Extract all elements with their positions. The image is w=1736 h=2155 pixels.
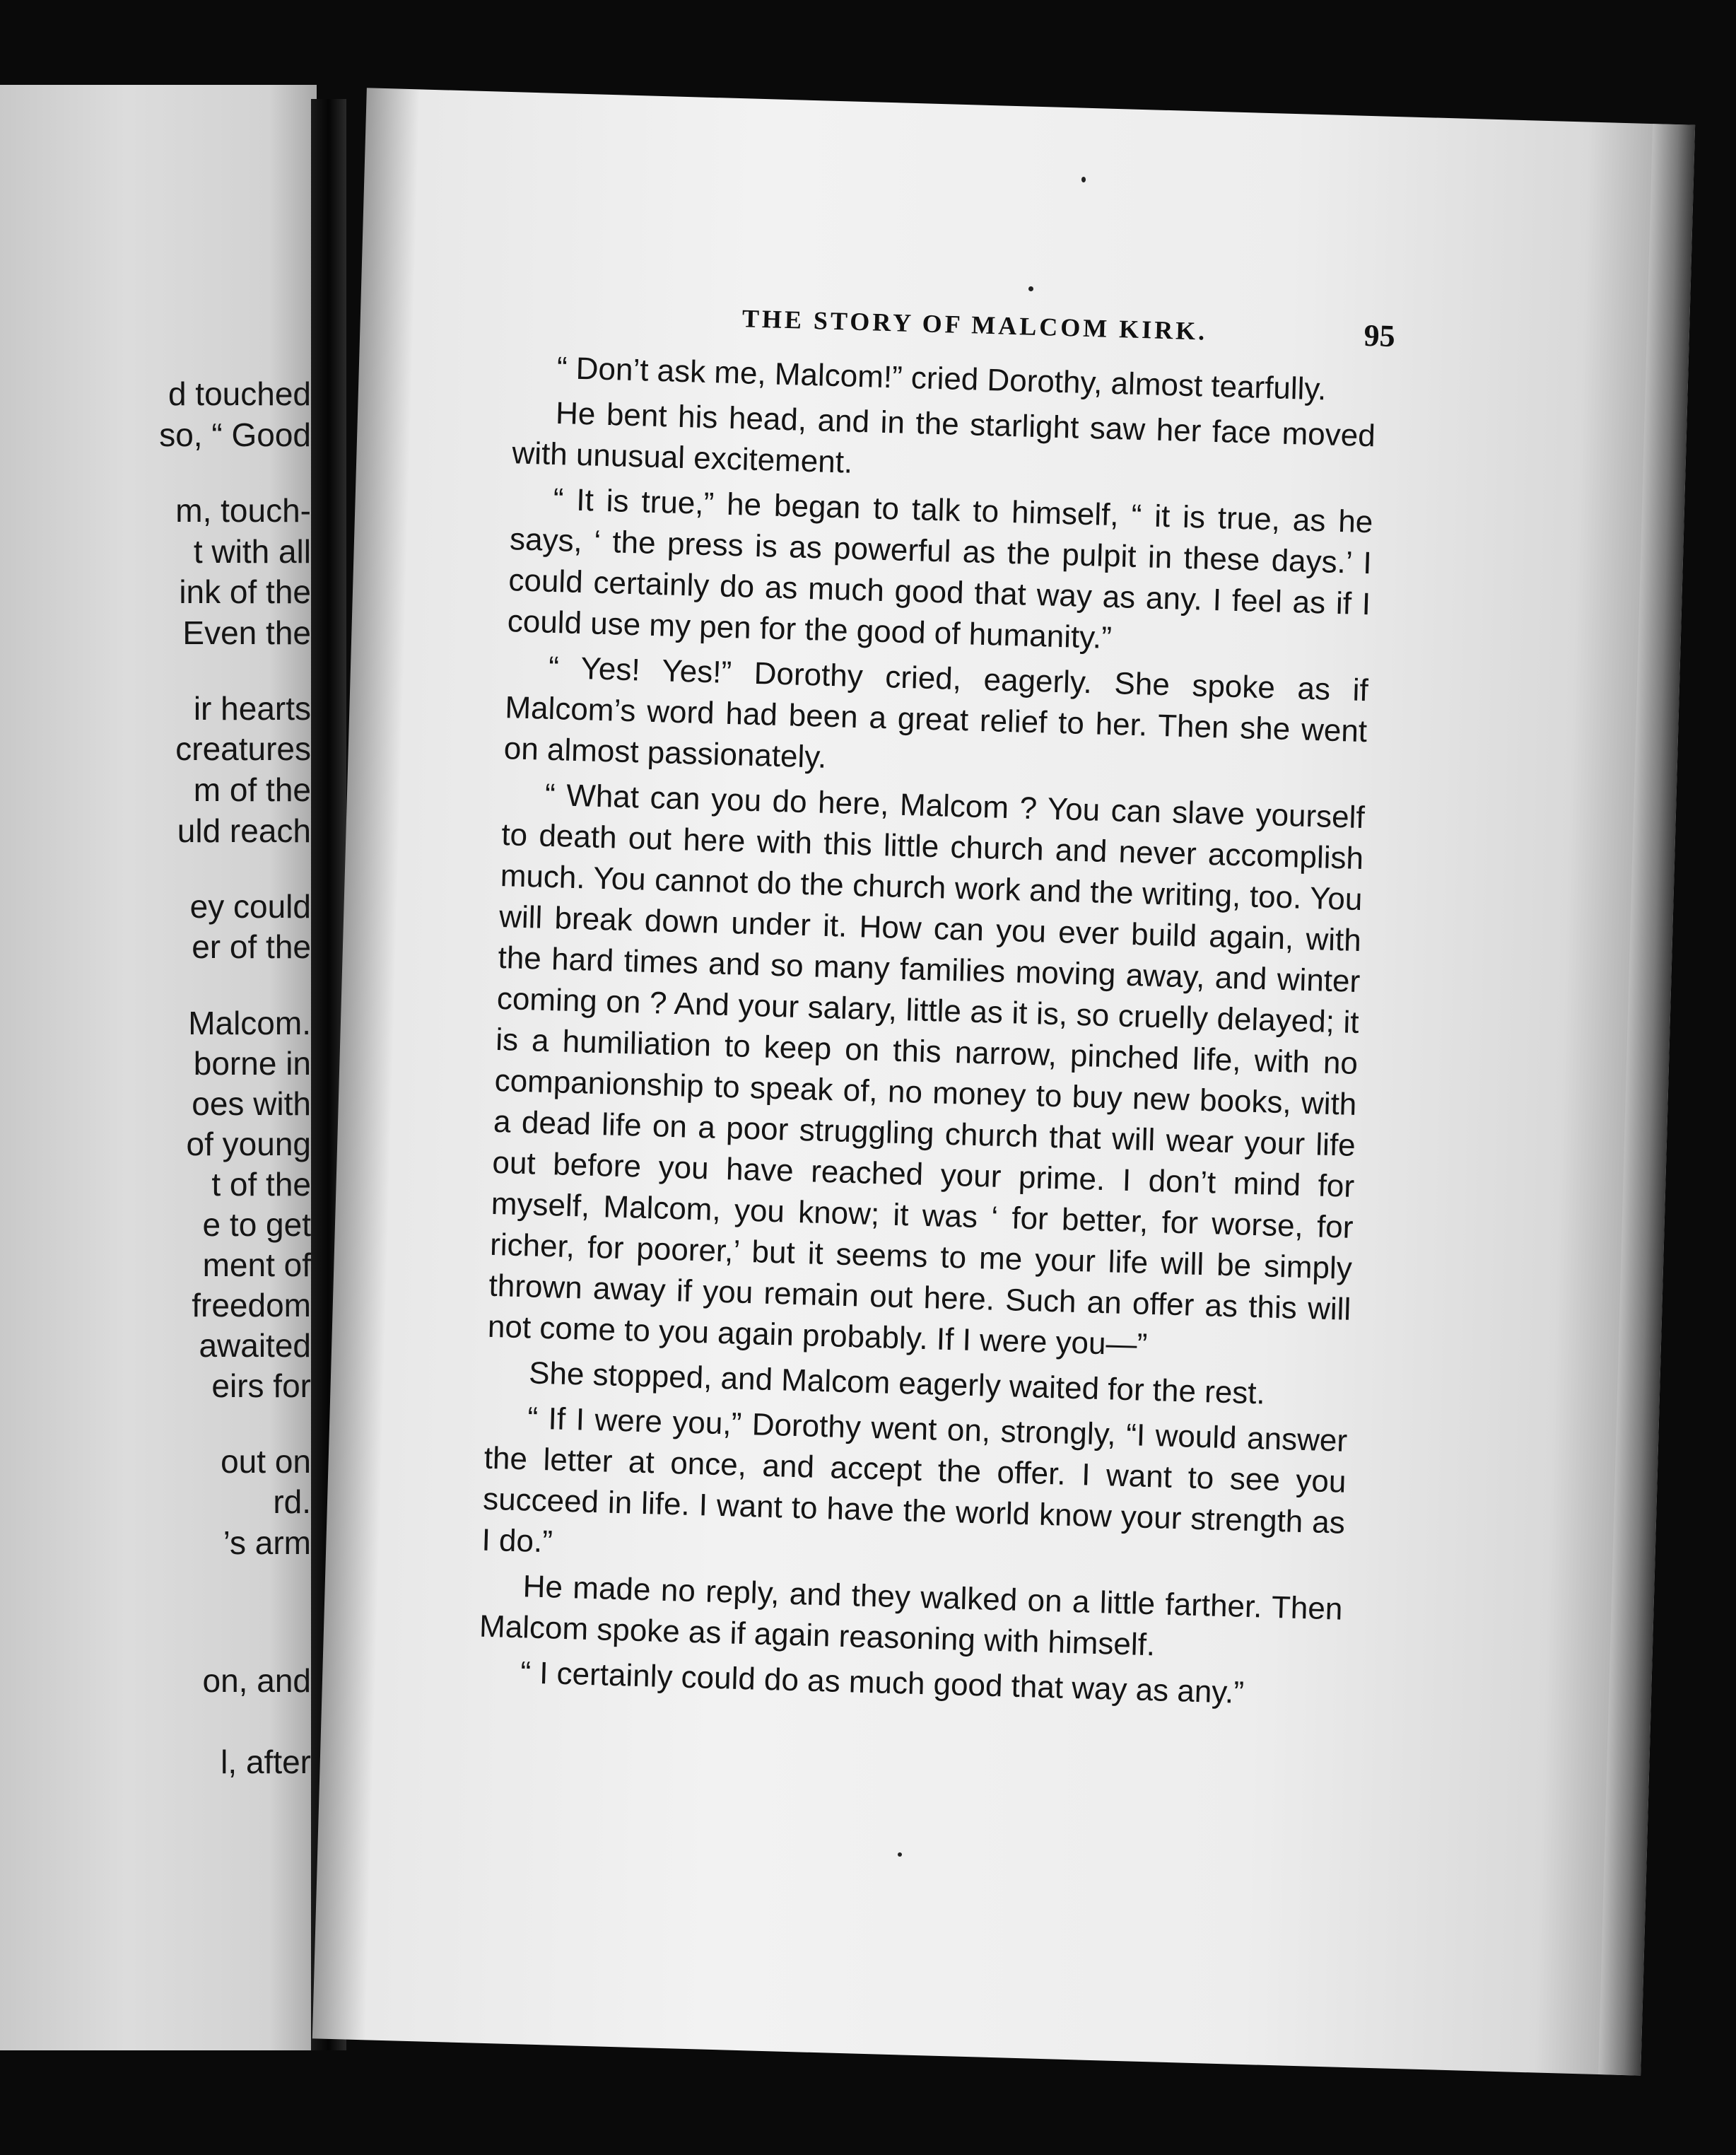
left-text-fragment: eirs for	[211, 1367, 311, 1404]
paragraph: “ Don’t ask me, Malcom!” cried Dorothy, almost tearfully.	[556, 350, 1327, 407]
left-text-fragment: ink of the	[179, 573, 311, 610]
left-text-fragment: t of the	[211, 1166, 311, 1203]
left-text-fragment: ir hearts	[193, 690, 311, 727]
paragraph: “ I certainly could do as much good that way as any.”	[520, 1655, 1245, 1710]
left-text-fragment: m, touch-	[175, 492, 311, 529]
left-text-fragment: ’s arm	[223, 1524, 311, 1561]
scan-speck	[1081, 177, 1086, 182]
left-text-fragment: t with all	[193, 533, 311, 570]
left-text-fragment: uld reach	[177, 812, 311, 849]
left-text-fragment: on, and	[202, 1662, 311, 1699]
left-text-fragment: d touched	[168, 375, 311, 412]
paragraph: She stopped, and Malcom eagerly waited for the rest.	[528, 1355, 1266, 1411]
paragraph: “ What can you do here, Malcom ? You can slave yourself to death out here with this little church and never accomplish much. You cannot do the church work and the writing, too. You will break down under it. How can you ever build again, with the hard times and so many families moving away, and winter coming on ? And your salary, little as it is, so cruelly delayed; it is a humiliation to keep on this narrow, pinched life, with no companionship to speak of, no money to buy new books, with a dead life on a poor struggling church that will wear your life out before you have reached your prime. I don’t mind for myself, Malcom, you know; it was ‘ for better, for worse, for richer, for poorer,’ but it seems to me your life will be simply thrown away if you remain out here. Such an offer as this will not come to you again probably. If I were you—”	[487, 777, 1366, 1362]
right-book-page	[312, 88, 1695, 2075]
paragraph: “ If I were you,” Dorothy went on, strongly, “I would answer the letter at once, and accept the offer. I want to see you succeed in life. I want to have the world know your strength as I do.”	[481, 1401, 1348, 1560]
left-text-fragment: er of the	[192, 928, 311, 965]
left-text-fragment: freedom	[192, 1287, 311, 1324]
left-text-fragment: ment of	[202, 1246, 311, 1283]
running-title: THE STORY OF MALCOM KIRK.	[741, 304, 1208, 346]
paragraph: He made no reply, and they walked on a little farther. Then Malcom spoke as if again reasoning with himself.	[479, 1569, 1344, 1663]
left-text-fragment: out on	[221, 1443, 311, 1480]
left-text-fragment: ey could	[189, 888, 311, 925]
left-text-fragment: Even the	[182, 614, 311, 651]
left-text-fragment: so, “ Good	[159, 416, 311, 453]
left-text-fragment: e to get	[202, 1206, 311, 1243]
paragraph: “ Yes! Yes!” Dorothy cried, eagerly. She spoke as if Malcom’s word had been a great relief to her. Then she went on almost passionately.	[503, 650, 1369, 775]
left-facing-page	[0, 85, 317, 2050]
paragraph: He bent his head, and in the starlight saw her face moved with unusual excitement.	[511, 395, 1376, 480]
scan-speck	[1028, 286, 1033, 291]
left-text-fragment: m of the	[193, 771, 311, 808]
left-text-fragment: creatures	[175, 730, 311, 767]
page-edge-shadow	[1598, 124, 1695, 2076]
body-text	[477, 346, 1377, 1720]
left-text-fragment: awaited	[199, 1327, 311, 1364]
scan-speck	[898, 1852, 902, 1857]
page-number: 95	[1363, 317, 1396, 354]
left-text-fragment: Malcom.	[188, 1005, 311, 1041]
left-text-fragment: oes with	[192, 1085, 311, 1122]
left-text-fragment: l, after	[221, 1744, 311, 1780]
paragraph: “ It is true,” he began to talk to himself, “ it is true, as he says, ‘ the press is as powerful as the pulpit in these days.’ I could certainly do as much good that way as any. I feel as if I could use my pen for the good of humanity.”	[507, 481, 1373, 656]
left-text-fragment: rd.	[273, 1483, 311, 1520]
left-text-fragment: borne in	[193, 1045, 311, 1082]
left-text-fragment: of young	[186, 1126, 311, 1162]
